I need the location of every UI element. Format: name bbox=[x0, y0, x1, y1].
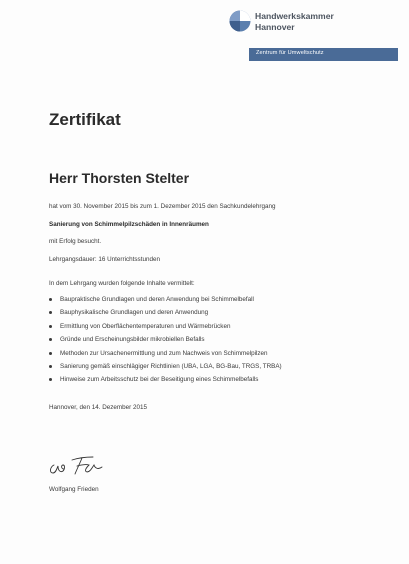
handwritten-signature bbox=[46, 451, 126, 479]
chamber-logo-icon bbox=[229, 10, 251, 32]
bullet-icon bbox=[49, 311, 52, 314]
org-city: Hannover bbox=[255, 22, 295, 32]
department-label: Zentrum für Umweltschutz bbox=[256, 50, 324, 56]
topic-item: Methoden zur Ursachenermittlung und zum Nachweis von Schimmelpilzen bbox=[49, 350, 282, 363]
bullet-icon bbox=[49, 378, 52, 381]
topic-item: Baupraktische Grundlagen und deren Anwendung bei Schimmelbefall bbox=[49, 296, 282, 309]
signatory-name: Wolfgang Frieden bbox=[49, 486, 99, 493]
certificate-title: Zertifikat bbox=[49, 110, 121, 129]
topic-item: Ermittlung von Oberflächentemperaturen und Wärmebrücken bbox=[49, 323, 282, 336]
place-date: Hannover, den 14. Dezember 2015 bbox=[49, 404, 148, 411]
course-duration: Lehrgangsdauer: 16 Unterrichtsstunden bbox=[49, 256, 160, 263]
topics-intro: In dem Lehrgang wurden folgende Inhalte vermittelt: bbox=[49, 280, 195, 287]
bullet-icon bbox=[49, 325, 52, 328]
topics-list bbox=[49, 296, 282, 390]
bullet-icon bbox=[49, 338, 52, 341]
course-result: mit Erfolg besucht. bbox=[49, 238, 102, 245]
topic-item: Hinweise zum Arbeitsschutz bei der Beseitigung eines Schimmelbefalls bbox=[49, 376, 282, 389]
topic-item: Sanierung gemäß einschlägiger Richtlinien (UBA, LGA, BG-Bau, TRGS, TRBA) bbox=[49, 363, 282, 376]
bullet-icon bbox=[49, 365, 52, 368]
bullet-icon bbox=[49, 352, 52, 355]
recipient-name: Herr Thorsten Stelter bbox=[49, 170, 190, 186]
topic-item: Gründe und Erscheinungsbilder mikrobiellen Befalls bbox=[49, 336, 282, 349]
department-bar bbox=[249, 48, 398, 61]
org-name: Handwerkskammer bbox=[255, 11, 334, 21]
topic-item: Bauphysikalische Grundlagen und deren Anwendung bbox=[49, 309, 282, 322]
bullet-icon bbox=[49, 298, 52, 301]
course-name: Sanierung von Schimmelpilzschäden in Innenräumen bbox=[49, 221, 209, 228]
course-intro: hat vom 30. November 2015 bis zum 1. Dezember 2015 den Sachkundelehrgang bbox=[49, 203, 276, 210]
chamber-logo bbox=[229, 4, 407, 60]
